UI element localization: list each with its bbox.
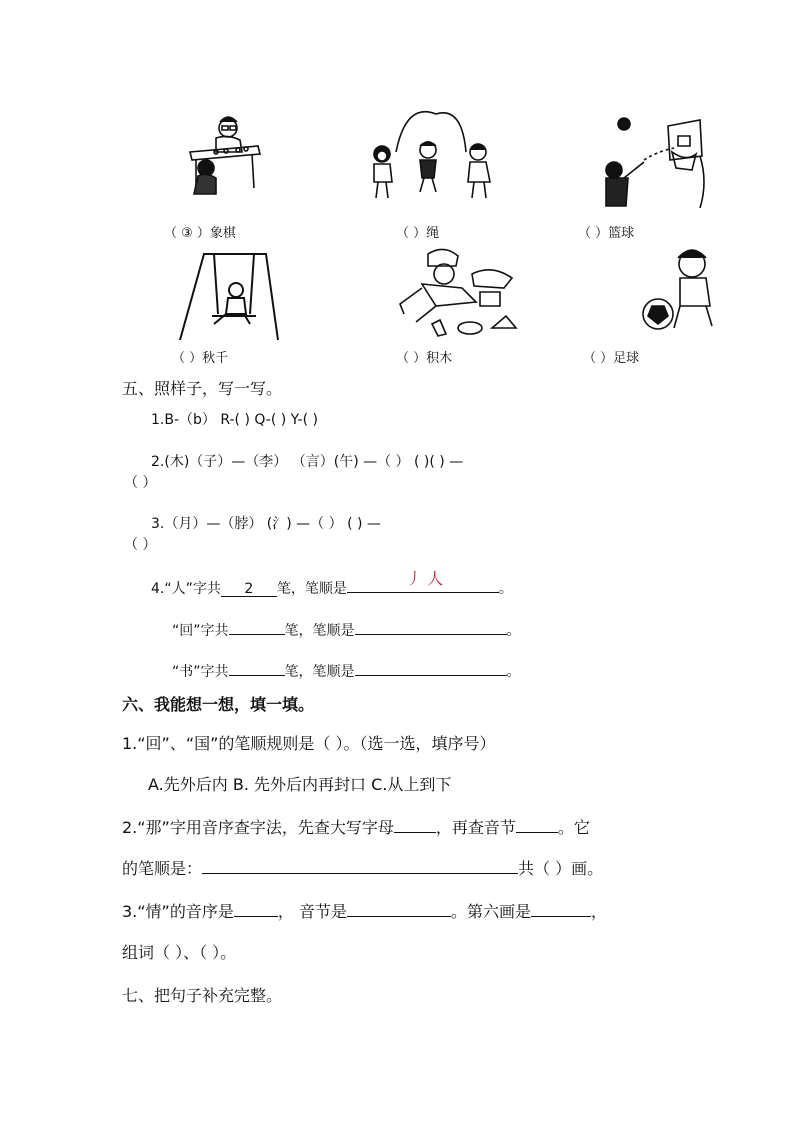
caption-swing: （ ）秋千 — [172, 351, 229, 366]
section6-q3-line2: 组词（ ）、（ ）。 — [122, 943, 237, 962]
stroke-order-blank[interactable] — [202, 856, 518, 874]
stroke-order-blank[interactable] — [355, 660, 507, 676]
caption-rope: （ ）绳 — [396, 226, 440, 241]
section5-q1: 1.B-（b） R-( ) Q-( ) Y-( ) — [151, 412, 318, 428]
caption-basketball: （ ）篮球 — [578, 226, 635, 241]
section5-q3-line1: 3.（月）—（脖） (氵) —（ ） ( ) — — [151, 516, 381, 532]
stroke-count-blank[interactable] — [229, 619, 285, 635]
stroke-count-blank[interactable]: 2 — [221, 581, 277, 597]
building-blocks-icon — [392, 244, 524, 336]
stroke-row-hui: “回”字共 笔，笔顺是 。 — [172, 619, 521, 640]
syllable-blank[interactable] — [516, 815, 558, 833]
section5-q2-line1: 2.(木)（子）—（李） （言）(午) —（ ） ( )( ) — — [151, 454, 464, 470]
section7-title: 七、把句子补充完整。 — [122, 986, 283, 1005]
section6-q3-line1: 3.“情”的音序是 ， 音节是 。第六画是 ， — [122, 899, 607, 922]
section6-q1: 1.“回”、“国”的笔顺规则是（ ）。（选一选，填序号） — [122, 734, 496, 753]
basketball-icon — [596, 112, 708, 208]
soccer-icon — [640, 244, 726, 342]
stroke-row-shu: “书”字共 笔，笔顺是 。 — [172, 660, 521, 681]
caption-blocks: （ ）积木 — [396, 351, 453, 366]
sixth-stroke-blank[interactable] — [531, 899, 591, 917]
section5-title: 五、照样子，写一写。 — [122, 379, 283, 398]
chess-players-icon — [182, 108, 264, 196]
section5-q3-line2: （ ） — [124, 537, 157, 553]
section6-q2-line1: 2.“那”字用音序查字法，先查大写字母 ，再查音节 。它 — [122, 815, 590, 838]
caption-chess: （ ③ ）象棋 — [164, 226, 236, 241]
section6-q1-options: A.先外后内 B. 先外后内再封口 C.从上到下 — [148, 775, 452, 794]
handwritten-strokes: 丿 人 — [406, 569, 444, 588]
section6-q2-line2: 的笔顺是： 共（ ）画。 — [122, 856, 603, 879]
section6-title: 六、我能想一想，填一填。 — [122, 695, 315, 714]
stroke-count-blank[interactable] — [229, 660, 285, 676]
jump-rope-icon — [366, 112, 496, 200]
stroke-row-ren: 4.“人”字共 2 笔，笔顺是 。 — [151, 577, 513, 598]
index-letter-blank[interactable] — [234, 899, 278, 917]
swing-icon — [170, 250, 280, 342]
section5-q2-line2: （ ） — [124, 475, 157, 491]
letter-blank[interactable] — [394, 815, 436, 833]
syllable-blank[interactable] — [347, 899, 451, 917]
caption-soccer: （ ）足球 — [583, 351, 640, 366]
stroke-order-blank[interactable] — [355, 619, 507, 635]
